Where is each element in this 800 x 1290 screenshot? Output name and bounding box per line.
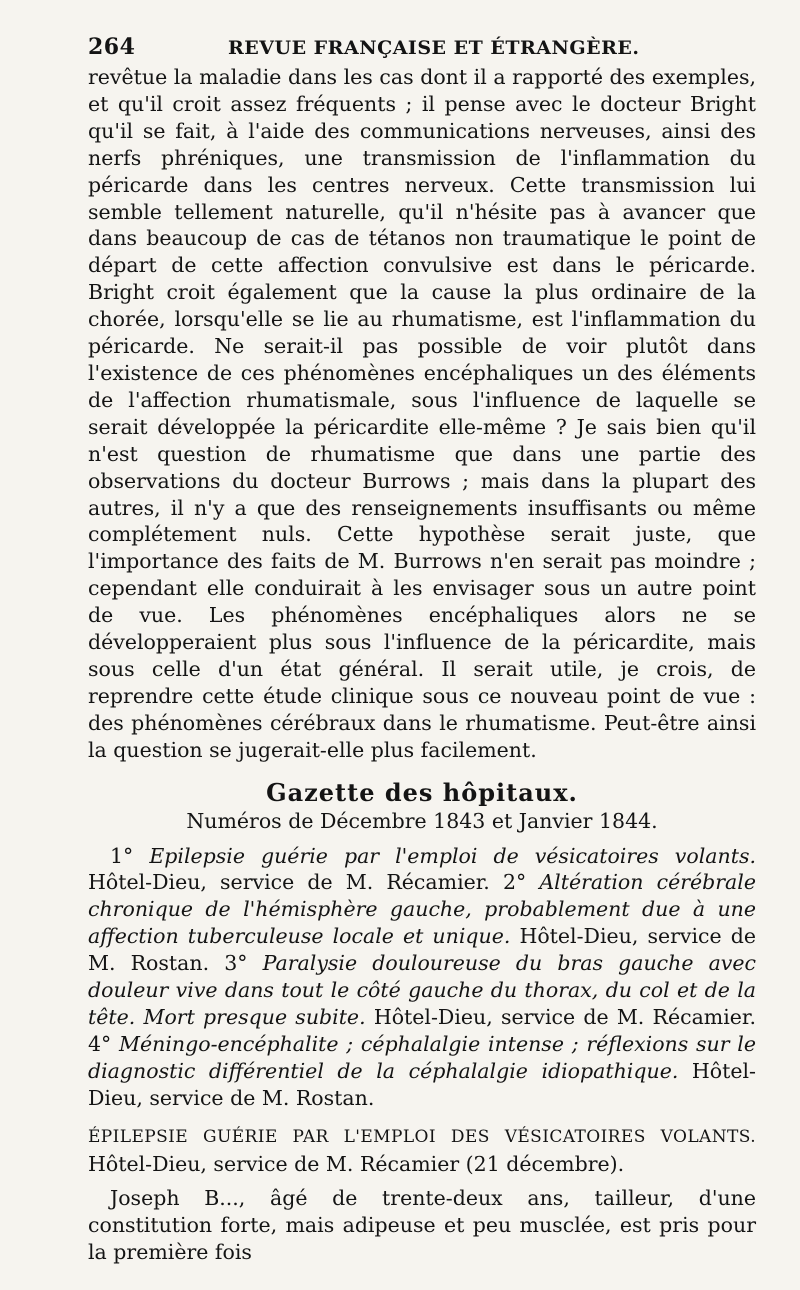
item-location: Hôtel-Dieu, service de M. Récamier.	[88, 870, 490, 895]
case-title-rest: Hôtel-Dieu, service de M. Récamier (21 décembre).	[88, 1151, 625, 1176]
item-location: Hôtel-Dieu, service de M. Rostan.	[88, 1058, 756, 1110]
body-paragraph: revêtue la maladie dans les cas dont il a rapporté des exemples, et qu'il croit assez fréquents ; il pense avec le docteur Bright qu'il se fait, à l'aide des communications nerveuses, ainsi des nerfs phréniques, une transmission de l'inflammation du péricarde dans les centres nerveux. Cette transmission lui semble tellement naturelle, qu'il n'hésite pas à avancer que dans beaucoup de cas de tétanos non traumatique le point de départ de cette affection convulsive est dans le péricarde. Bright croit également que la cause la plus ordinaire de la chorée, lorsqu'elle se lie au rhumatisme, est l'inflammation du péricarde. Ne serait-il pas possible de voir plutôt dans l'existence de ces phénomènes encéphaliques un des éléments de l'affection rhumatismale, sous l'influence de laquelle se serait développée la péricardite elle-même ? Je sais bien qu'il n'est question de rhumatisme que dans une partie des observations du docteur Burrows ; mais dans la plupart des autres, il n'y a que des renseignements insuffisants ou même complétement nuls. Cette hypothèse serait juste, que l'importance des faits de M. Burrows n'en serait pas moindre ; cependant elle conduirait à les envisager sous un autre point de vue. Les phénomènes encéphaliques alors ne se développeraient plus sous l'influence de la péricardite, mais sous celle d'un état général. Il serait utile, je crois, de reprendre cette étude clinique sous ce nouveau point de vue : des phénomènes cérébraux dans le rhumatisme. Peut-être ainsi la question se jugerait-elle plus facilement.	[88, 65, 756, 762]
page-number: 264	[88, 34, 136, 60]
running-title: REVUE FRANÇAISE ET ÉTRANGÈRE.	[228, 37, 640, 59]
item-title: Altération cérébrale chronique de l'hémisphère gauche, probablement due à une affection tuberculeuse locale et unique.	[88, 870, 756, 949]
item-title: Méningo-encéphalite ; céphalalgie intense ; réflexions sur le diagnostic différentiel de la céphalalgie idiopathique.	[88, 1031, 756, 1083]
section-heading: Gazette des hôpitaux.	[266, 777, 578, 807]
case-opening-paragraph: Joseph B..., âgé de trente-deux ans, tailleur, d'une constitution forte, mais adipeuse et peu musclée, est pris pour la première fois	[88, 1186, 756, 1265]
item-number: 3°	[224, 951, 248, 976]
case-title	[88, 1122, 756, 1178]
case-title-caps: ÉPILEPSIE GUÉRIE PAR L'EMPLOI DES VÉSICATOIRES VOLANTS.	[88, 1126, 756, 1147]
item-title: Epilepsie guérie par l'emploi de vésicatoires volants.	[149, 843, 756, 868]
item-number: 2°	[502, 870, 527, 895]
item-location: Hôtel-Dieu, service de M. Récamier.	[373, 1005, 756, 1029]
item-number: 1°	[110, 843, 134, 868]
item-number: 4°	[88, 1031, 112, 1056]
summary-paragraph	[88, 843, 756, 1112]
item-location: Hôtel-Dieu, service de M. Rostan.	[88, 924, 756, 976]
running-header	[88, 34, 756, 60]
section-subheading: Numéros de Décembre 1843 et Janvier 1844.	[186, 808, 658, 833]
item-title: Paralysie douloureuse du bras gauche avec douleur vive dans tout le côté gauche du thorax, du col et de la tête. Mort presque subite.	[88, 951, 757, 1029]
